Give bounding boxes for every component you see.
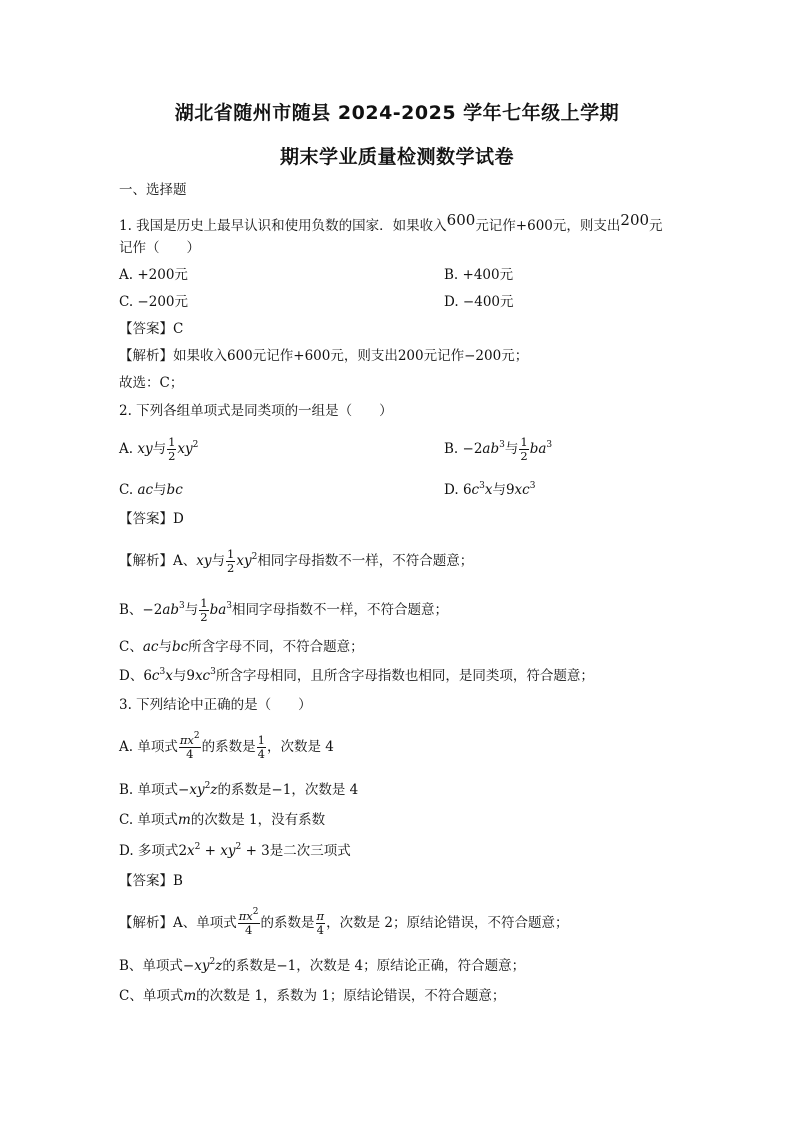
q1-stem-cont: 记作（ ）	[119, 240, 200, 256]
q2-exp-c: C、ac与bc所含字母不同，不符合题意；	[119, 639, 364, 655]
q3-option-c: C. 单项式m的次数是 1，没有系数	[119, 812, 326, 828]
section-heading: 一、选择题	[119, 182, 187, 198]
title-line-1: 湖北省随州市随县 2024-2025 学年七年级上学期	[174, 102, 620, 124]
q3-answer: 【答案】B	[119, 873, 183, 889]
q1-option-b: B. +400元	[444, 267, 514, 283]
q1-choose: 故选：C；	[119, 375, 184, 391]
q2-option-a: A. xy与 $\frac{1}{2}$ $xy^2$	[119, 435, 199, 463]
q1-option-a: A. +200元	[119, 267, 188, 283]
q3-exp-a: 【解析】A、单项式 $\frac{\pi x^2}{4}$ 的系数是 $\frac{\pi}{4}$ ，次数是 2；原结论错误，不符合题意；	[119, 907, 569, 937]
q3-exp-b: B、单项式$-xy^2z$的系数是−1，次数是 4；原结论正确，符合题意；	[119, 957, 526, 974]
q3-option-b: B. 单项式$-xy^2z$的系数是−1，次数是 4	[119, 781, 359, 798]
q1-answer: 【答案】C	[119, 321, 184, 337]
q2-exp-b: B、$-2ab^3$与 $\frac{1}{2}$ $ba^3$相同字母指数不一样，不符合题意；	[119, 596, 449, 624]
q2-option-c: C. ac与bc	[119, 482, 183, 498]
q1-option-c: C. −200元	[119, 294, 189, 310]
q2-option-b: B. $-2ab^3$与 $\frac{1}{2}$ $ba^3$	[444, 435, 553, 463]
q2-option-d: D. $6c^3x$与$9xc^3$	[444, 481, 536, 498]
q3-stem: 3. 下列结论中正确的是（ ）	[119, 697, 312, 713]
q1-option-d: D. −400元	[444, 294, 514, 310]
q2-exp-a: 【解析】A、xy与 $\frac{1}{2}$ $xy^2$相同字母指数不一样，不符合题意；	[119, 547, 474, 575]
q3-exp-c: C、单项式m的次数是 1，系数为 1；原结论错误，不符合题意；	[119, 988, 506, 1004]
q2-exp-d: D、$6c^3x$与$9xc^3$所含字母相同，且所含字母指数也相同，是同类项，符合题意；	[119, 667, 594, 684]
q2-stem: 2. 下列各组单项式是同类项的一组是（ ）	[119, 403, 393, 419]
q2-answer: 【答案】D	[119, 511, 184, 527]
q1-analysis: 【解析】如果收入600元记作+600元，则支出200元记作−200元；	[119, 348, 529, 364]
title-line-2: 期末学业质量检测数学试卷	[279, 146, 514, 168]
q1-stem: 1. 我国是历史上最早认识和使用负数的国家．如果收入600元记作+600元，则支出200元	[119, 211, 663, 234]
q3-option-d: D. 多项式$2x^2 + xy^2 + 3$是二次三项式	[119, 842, 351, 859]
q3-option-a: A. 单项式 $\frac{\pi x^2}{4}$ 的系数是 $\frac{1}{4}$ ，次数是 4	[119, 731, 334, 761]
